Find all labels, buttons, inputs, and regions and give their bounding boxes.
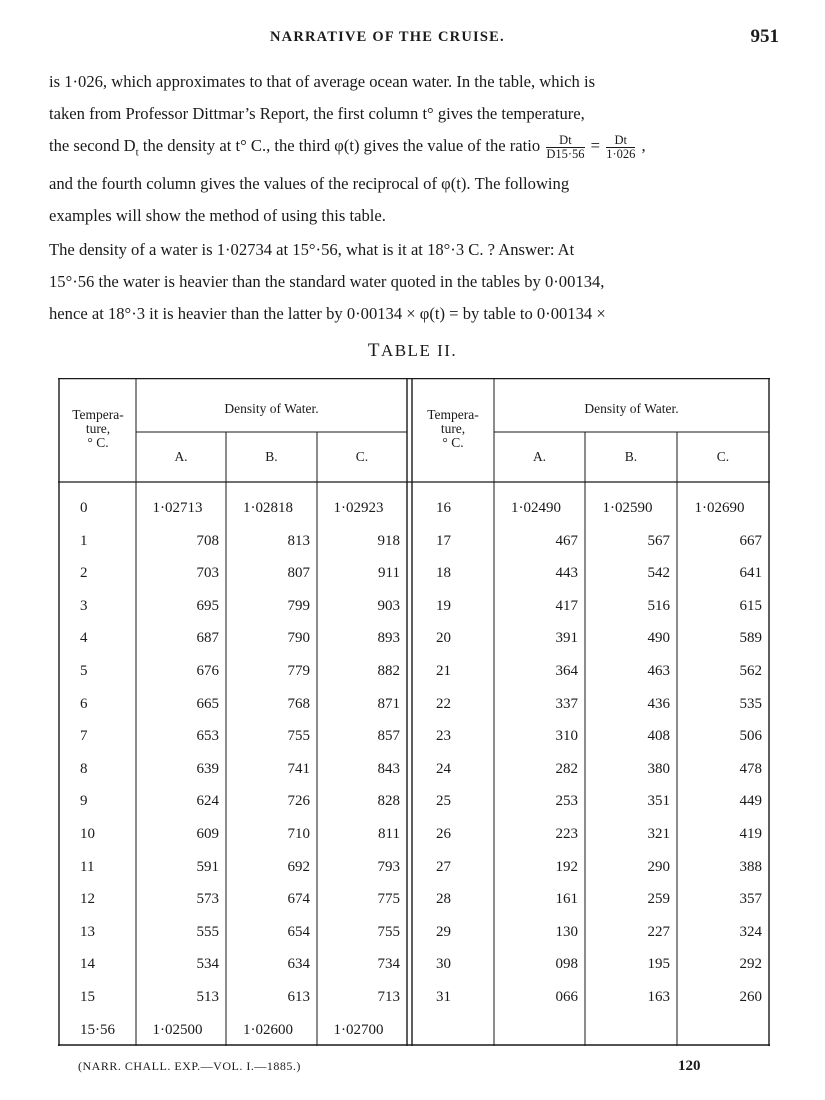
left-density-a-cell: 534 (196, 956, 219, 973)
right-density-c-cell: 562 (739, 663, 762, 679)
right-density-c-cell: 419 (739, 826, 762, 842)
right-temperature-header (412, 408, 494, 450)
right-temperature-cell: 19 (436, 597, 451, 614)
right-density-b-cell: 490 (647, 630, 670, 647)
density-subscript: t (135, 146, 139, 159)
right-temperature-cell: 18 (436, 565, 451, 582)
left-density-c-cell: 713 (377, 989, 400, 1005)
left-density-a-cell: 703 (196, 565, 219, 582)
left-density-c-cell: 882 (377, 663, 400, 679)
right-density-c-cell: 260 (739, 989, 762, 1005)
temp-header-line-1: Tempera- (427, 407, 479, 422)
body-line-7: 15°·56 the water is heavier than the standard water quoted in the tables by 0·00134, (49, 272, 605, 292)
right-density-c-cell: 478 (739, 760, 762, 777)
right-density-a-cell: 417 (555, 597, 578, 614)
left-density-a-cell: 653 (196, 728, 219, 745)
left-density-b-cell: 613 (287, 989, 310, 1005)
left-temperature-cell: 0 (80, 500, 88, 516)
right-density-c-cell: 324 (739, 923, 762, 940)
left-density-b-cell: 799 (287, 597, 310, 614)
left-density-c-cell: 1·02700 (333, 1021, 384, 1038)
body-line-3-end: , (637, 136, 646, 155)
right-temperature-cell: 28 (436, 891, 451, 908)
left-density-a-cell: 555 (196, 923, 219, 940)
left-density-c-cell: 1·02923 (333, 500, 384, 516)
right-density-a-cell: 130 (555, 923, 578, 940)
left-density-b-cell: 741 (287, 760, 310, 777)
right-density-a-cell: 223 (555, 826, 578, 842)
right-density-c-cell: 589 (739, 630, 762, 647)
left-density-a-cell: 591 (196, 858, 219, 875)
body-line-8: hence at 18°·3 it is heavier than the latter by 0·00134 × φ(t) = by table to 0·00134 × (49, 304, 606, 324)
left-density-b-cell: 807 (287, 565, 310, 582)
right-density-b-cell: 542 (647, 565, 670, 582)
running-head (0, 22, 825, 52)
left-density-a-cell: 687 (196, 630, 219, 647)
right-density-header: Density of Water. (584, 401, 679, 416)
right-temperature-cell: 25 (436, 793, 451, 810)
right-temperature-cell: 21 (436, 663, 451, 679)
right-temperature-cell: 24 (436, 760, 451, 777)
right-col-c-header: C. (716, 449, 730, 464)
left-density-a-cell: 676 (196, 663, 219, 679)
right-col-b-header: B. (624, 449, 638, 464)
left-density-b-cell: 1·02600 (243, 1021, 293, 1038)
left-density-b-cell: 790 (287, 630, 310, 647)
left-temperature-cell: 3 (80, 597, 88, 614)
left-density-c-cell: 843 (377, 760, 400, 777)
body-line-5: examples will show the method of using this table. (49, 206, 386, 226)
right-density-c-cell: 641 (739, 565, 762, 582)
left-density-a-cell: 609 (196, 826, 219, 842)
right-density-b-cell: 227 (647, 923, 670, 940)
right-density-c-cell: 615 (739, 597, 762, 614)
left-density-c-cell: 811 (378, 826, 400, 842)
left-temperature-cell: 6 (80, 695, 88, 712)
left-density-c-cell: 734 (377, 956, 400, 973)
left-density-a-cell: 624 (196, 793, 219, 810)
right-temperature-cell: 17 (436, 532, 451, 549)
temp-header-line-2: ture, (440, 421, 466, 436)
left-density-b-cell: 674 (287, 891, 310, 908)
fraction-2-numerator: Dt (606, 134, 635, 148)
left-temperature-cell: 4 (80, 630, 88, 647)
right-density-b-cell: 463 (647, 663, 670, 679)
right-temperature-cell: 26 (436, 826, 451, 842)
right-density-a-cell: 443 (555, 565, 578, 582)
right-density-a-cell: 282 (555, 760, 578, 777)
left-density-b-cell: 813 (287, 532, 310, 549)
right-density-b-cell: 567 (647, 532, 670, 549)
table-title-lead: T (367, 340, 381, 361)
page-number: 951 (750, 26, 779, 47)
right-density-a-cell: 066 (555, 989, 578, 1005)
left-density-a-cell: 639 (196, 760, 219, 777)
left-density-c-cell: 871 (377, 695, 400, 712)
left-density-b-cell: 654 (287, 923, 310, 940)
left-density-b-cell: 710 (287, 826, 310, 842)
left-temperature-cell: 1 (80, 532, 88, 549)
right-density-b-cell: 516 (647, 597, 670, 614)
signature-mark: 120 (678, 1058, 701, 1074)
left-temperature-cell: 14 (80, 956, 95, 973)
left-temperature-cell: 12 (80, 891, 95, 908)
table-title (0, 340, 825, 362)
right-density-a-cell: 467 (555, 532, 578, 549)
left-density-a-cell: 708 (196, 532, 219, 549)
right-temperature-cell: 23 (436, 728, 451, 745)
right-temperature-cell: 20 (436, 630, 451, 647)
left-density-c-cell: 828 (377, 793, 400, 810)
body-text (49, 66, 779, 330)
right-temperature-cell: 22 (436, 695, 451, 712)
left-density-a-cell: 665 (196, 695, 219, 712)
left-temperature-cell: 7 (80, 728, 88, 745)
left-density-a-cell: 513 (196, 989, 219, 1005)
left-density-c-cell: 755 (377, 923, 400, 940)
right-density-b-cell: 351 (647, 793, 670, 810)
right-density-a-cell: 337 (555, 695, 578, 712)
body-line-1: is 1·026, which approximates to that of average ocean water. In the table, which is (49, 72, 596, 91)
left-temperature-cell: 8 (80, 760, 88, 777)
right-temperature-cell: 27 (436, 858, 451, 875)
right-density-c-cell: 535 (739, 695, 762, 712)
fraction-2-denominator: 1·026 (606, 146, 636, 161)
fraction-1-denominator: D15·56 (546, 146, 585, 161)
left-temperature-cell: 10 (80, 826, 95, 842)
left-density-c-cell: 857 (377, 728, 400, 745)
right-density-b-cell: 259 (647, 891, 670, 908)
left-density-b-cell: 755 (287, 728, 310, 745)
body-line-4: and the fourth column gives the values of the reciprocal of φ(t). The following (49, 174, 570, 194)
right-density-b-cell: 195 (647, 956, 670, 973)
right-temperature-cell: 16 (436, 500, 451, 516)
footer-citation: (NARR. CHALL. EXP.—VOL. I.—1885.) (78, 1059, 301, 1073)
temp-header-line-3: ° C. (87, 435, 109, 450)
right-temperature-cell: 30 (436, 956, 451, 973)
equals-sign: = (586, 136, 605, 155)
density-table (58, 378, 770, 1046)
right-temperature-cell: 31 (436, 989, 451, 1005)
left-density-b-cell: 1·02818 (243, 500, 293, 516)
left-temperature-cell: 5 (80, 663, 88, 679)
ratio-fraction-1 (546, 134, 584, 161)
left-density-c-cell: 903 (377, 597, 400, 614)
right-density-a-cell: 098 (555, 956, 578, 973)
left-density-c-cell: 918 (377, 532, 400, 549)
body-line-3-start: the second D (49, 136, 136, 155)
left-density-a-cell: 695 (196, 597, 219, 614)
right-temperature-cell: 29 (436, 923, 451, 940)
temp-header-line-1: Tempera- (72, 407, 124, 422)
right-density-c-cell: 357 (739, 891, 762, 908)
right-density-c-cell: 449 (739, 793, 762, 810)
right-col-a-header: A. (532, 449, 547, 464)
left-temperature-cell: 15 (80, 989, 95, 1005)
temp-header-line-3: ° C. (442, 435, 464, 450)
right-density-a-cell: 161 (555, 891, 578, 908)
body-line-2: taken from Professor Dittmar’s Report, the first column t° gives the temperature, (49, 104, 585, 123)
right-density-b-cell: 408 (647, 728, 670, 745)
right-density-b-cell: 1·02590 (602, 500, 653, 516)
right-density-b-cell: 321 (647, 826, 670, 842)
left-density-c-cell: 911 (378, 565, 400, 582)
left-density-header: Density of Water. (224, 401, 319, 416)
body-line-3-middle: the density at t° C., the third φ(t) gives the value of the ratio (138, 136, 541, 155)
body-line-6: The density of a water is 1·02734 at 15°·56, what is it at 18°·3 C. ? Answer: At (49, 240, 575, 260)
left-density-b-cell: 692 (287, 858, 310, 875)
left-temperature-cell: 13 (80, 923, 95, 940)
left-density-b-cell: 726 (287, 793, 310, 810)
right-density-a-cell: 1·02490 (511, 500, 561, 516)
left-density-c-cell: 893 (377, 630, 400, 647)
right-density-c-cell: 292 (739, 956, 762, 973)
left-col-c-header: C. (355, 449, 369, 464)
right-density-c-cell: 506 (739, 728, 762, 745)
right-density-b-cell: 163 (647, 989, 670, 1005)
right-density-b-cell: 290 (647, 858, 670, 875)
left-temperature-cell: 2 (80, 565, 88, 582)
body-line-3 (49, 130, 779, 168)
left-density-b-cell: 634 (287, 956, 310, 973)
left-density-a-cell: 573 (196, 891, 219, 908)
right-density-b-cell: 380 (647, 760, 670, 777)
right-density-a-cell: 364 (555, 663, 578, 679)
running-title: NARRATIVE OF THE CRUISE. (270, 29, 505, 45)
left-temperature-cell: 15·56 (80, 1021, 115, 1038)
right-density-a-cell: 391 (555, 630, 578, 647)
ratio-fraction-2 (606, 134, 635, 161)
left-density-b-cell: 768 (287, 695, 310, 712)
right-density-b-cell: 436 (647, 695, 670, 712)
temp-header-line-2: ture, (85, 421, 111, 436)
right-density-c-cell: 388 (739, 858, 762, 875)
left-density-a-cell: 1·02500 (152, 1021, 203, 1038)
left-density-c-cell: 775 (377, 891, 400, 908)
left-temperature-header (60, 408, 136, 450)
left-temperature-cell: 9 (80, 793, 88, 810)
left-col-b-header: B. (265, 449, 278, 464)
right-density-a-cell: 253 (555, 793, 578, 810)
right-density-c-cell: 667 (739, 532, 762, 549)
table-title-rest: ABLE II. (380, 341, 458, 360)
right-density-a-cell: 192 (555, 858, 578, 875)
left-temperature-cell: 11 (80, 858, 95, 875)
right-density-a-cell: 310 (555, 728, 578, 745)
left-density-b-cell: 779 (287, 663, 310, 679)
left-density-c-cell: 793 (377, 858, 400, 875)
fraction-1-numerator: Dt (546, 134, 584, 148)
right-density-c-cell: 1·02690 (694, 500, 745, 516)
left-density-a-cell: 1·02713 (152, 500, 203, 516)
left-col-a-header: A. (174, 449, 188, 464)
